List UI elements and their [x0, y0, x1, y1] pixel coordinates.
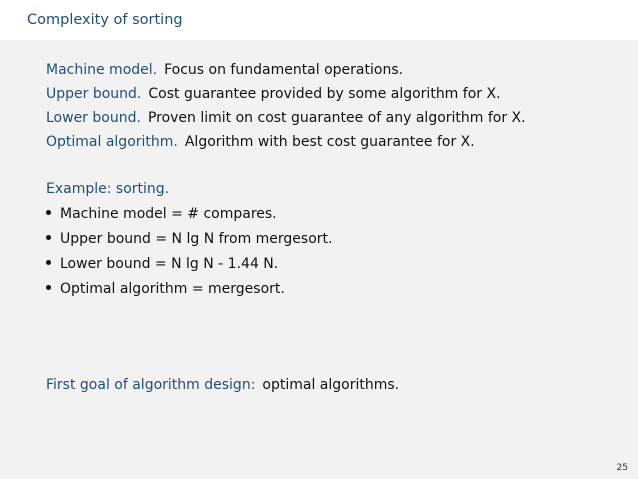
definition-upper-bound [46, 86, 501, 102]
definition-text: Focus on fundamental operations. [164, 62, 404, 78]
bullet-dot-icon [46, 210, 51, 215]
bullet-text: Machine model = # compares. [60, 206, 277, 222]
bullet-text: Lower bound = N lg N - 1.44 N. [60, 256, 279, 272]
title-bar [0, 0, 638, 40]
bullet-item [46, 206, 277, 222]
definition-lower-bound [46, 110, 526, 126]
bullet-dot-icon [46, 285, 51, 290]
page-number: 25 [616, 463, 628, 473]
bullet-dot-icon [46, 235, 51, 240]
definition-optimal-algorithm [46, 134, 475, 150]
slide-title: Complexity of sorting [27, 12, 183, 28]
bullet-item [46, 231, 332, 247]
definition-machine-model [46, 62, 403, 78]
goal-text: optimal algorithms. [262, 377, 400, 393]
definition-term: Optimal algorithm. [46, 134, 178, 150]
definition-text: Cost guarantee provided by some algorithm for X. [148, 86, 501, 102]
definition-text: Proven limit on cost guarantee of any algorithm for X. [147, 110, 526, 126]
definition-text: Algorithm with best cost guarantee for X. [184, 134, 475, 150]
bullet-item [46, 256, 278, 272]
bullet-text: Optimal algorithm = mergesort. [60, 281, 285, 297]
bullet-dot-icon [46, 260, 51, 265]
definition-term: Upper bound. [46, 86, 142, 102]
bullet-text: Upper bound = N lg N from mergesort. [60, 231, 333, 247]
goal-term: First goal of algorithm design: [46, 377, 256, 393]
bullet-item [46, 281, 285, 297]
definition-term: Machine model. [46, 62, 158, 78]
definition-term: Lower bound. [46, 110, 141, 126]
goal-line [46, 377, 399, 393]
example-heading: Example: sorting. [46, 181, 170, 197]
